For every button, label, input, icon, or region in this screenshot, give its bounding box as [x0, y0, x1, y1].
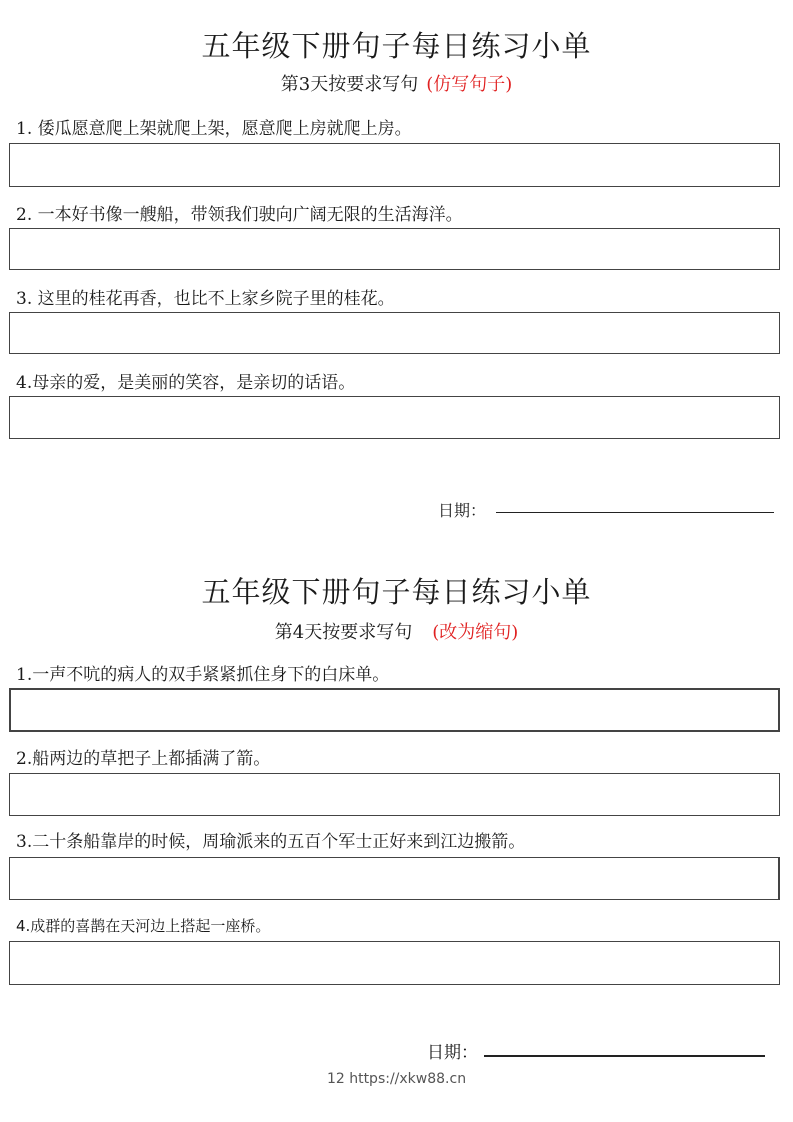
- sheet2-question-3: 3.二十条船靠岸的时候，周瑜派来的五百个军士正好来到江边搬箭。: [16, 832, 526, 852]
- sheet1-answer-box-2[interactable]: [9, 228, 780, 270]
- sheet1-subtitle: [0, 70, 793, 96]
- sheet1-subtitle-tag: (仿写句子): [426, 74, 513, 95]
- sheet2-answer-box-4[interactable]: [9, 941, 780, 985]
- sheet1-question-1: 1. 倭瓜愿意爬上架就爬上架，愿意爬上房就爬上房。: [16, 119, 412, 139]
- sheet1-subtitle-text: 第3天按要求写句: [280, 74, 419, 95]
- sheet2-question-1: 1.一声不吭的病人的双手紧紧抓住身下的白床单。: [16, 665, 390, 685]
- sheet2-question-4: 4.成群的喜鹊在天河边上搭起一座桥。: [16, 917, 271, 935]
- sheet1-question-2: 2. 一本好书像一艘船，带领我们驶向广阔无限的生活海洋。: [16, 205, 463, 225]
- sheet2-answer-box-2[interactable]: [9, 773, 780, 816]
- sheet1-answer-box-3[interactable]: [9, 312, 780, 354]
- sheet2-subtitle-tag: (改为缩句): [432, 622, 519, 643]
- sheet2-answer-box-3[interactable]: [9, 857, 780, 900]
- sheet2-title: 五年级下册句子每日练习小单: [201, 575, 592, 609]
- sheet2-subtitle-text: 第4天按要求写句: [274, 622, 413, 643]
- sheet2-date-label: 日期：: [427, 1043, 478, 1063]
- page-footer: 12 https://xkw88.cn: [326, 1071, 467, 1087]
- sheet1-question-3: 3. 这里的桂花再香，也比不上家乡院子里的桂花。: [16, 289, 395, 309]
- sheet1-date-field[interactable]: [496, 512, 774, 513]
- sheet2-subtitle: [0, 618, 793, 644]
- sheet2-date-field[interactable]: [484, 1055, 765, 1057]
- sheet1-question-4: 4.母亲的爱，是美丽的笑容，是亲切的话语。: [16, 373, 356, 393]
- sheet1-answer-box-4[interactable]: [9, 396, 780, 439]
- sheet1-title: 五年级下册句子每日练习小单: [201, 29, 592, 63]
- sheet1-answer-box-1[interactable]: [9, 143, 780, 187]
- sheet1-date-label: 日期：: [438, 501, 487, 520]
- sheet2-question-2: 2.船两边的草把子上都插满了箭。: [16, 749, 271, 769]
- sheet2-answer-box-1[interactable]: [9, 688, 780, 732]
